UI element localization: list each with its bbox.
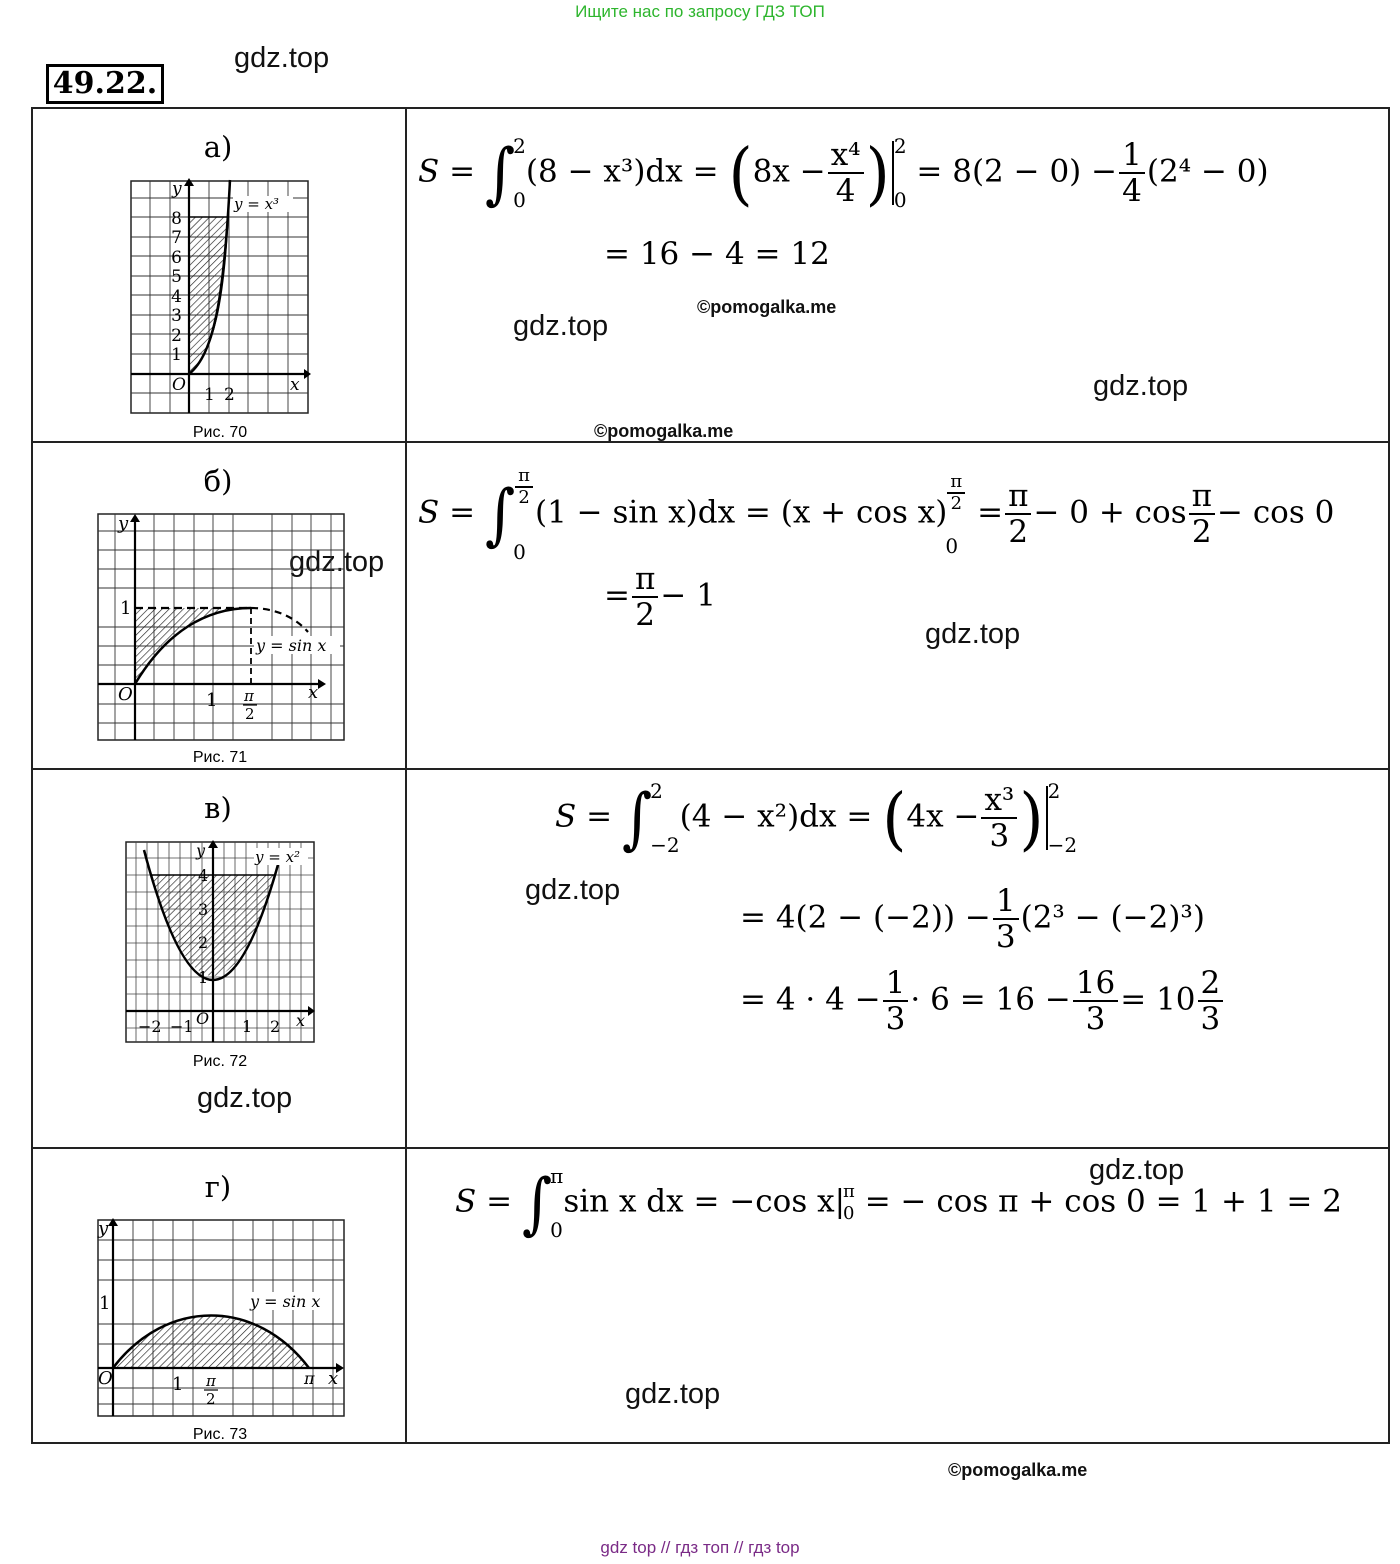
y-tick: 6 <box>171 248 182 268</box>
y-tick: 4 <box>198 866 209 885</box>
origin-label: O <box>172 375 186 395</box>
watermark: gdz.top <box>1093 370 1189 402</box>
copyright-mark: ©pomogalka.me <box>697 297 837 317</box>
watermark: gdz.top <box>513 310 609 342</box>
y-tick: 3 <box>171 306 182 326</box>
curve-label: y = x³ <box>234 195 280 213</box>
solution-b-line2: = $\frac{\pi}{2}$ − 1 <box>604 561 716 634</box>
figure-73 <box>96 1218 346 1420</box>
solution-c-line1: S = ∫ 2 −2 (4 − x²)dx = (4x − $\frac{\text{x³}}{3}$ ) 2 −2 <box>555 777 1078 859</box>
table-divider <box>405 107 407 1444</box>
y-tick: 1 <box>198 968 209 987</box>
figure-caption: Рис. 73 <box>192 1426 248 1443</box>
x-tick: 2 <box>224 385 235 405</box>
watermark: gdz.top <box>925 618 1021 650</box>
problem-number: 49.22. <box>46 64 164 104</box>
x-axis-label: x <box>328 1368 339 1389</box>
solution-b-line1: S = ∫ $\frac{\pi}{2}$ 0 (1 − sin x)dx = (x + cos x) $\frac{\pi}{2}$ 0 = $\frac{\pi}{2}$ − 0 + cos $\frac{\pi}{2}$ − cos 0 <box>418 465 1335 564</box>
y-tick: 2 <box>171 326 182 346</box>
row-divider <box>31 768 1390 770</box>
y-axis-label: y <box>172 179 182 199</box>
x-tick: 2 <box>270 1017 281 1036</box>
part-label-b: б) <box>203 464 233 498</box>
part-label-d: г) <box>204 1170 232 1204</box>
pi-denominator: 2 <box>245 705 255 723</box>
row-divider <box>31 1147 1390 1149</box>
x-axis-label: x <box>290 375 300 395</box>
copyright-mark: ©pomogalka.me <box>948 1460 1088 1480</box>
curve-label: y = sin x <box>250 1292 321 1311</box>
top-banner: Ищите нас по запросу ГДЗ ТОП <box>575 2 825 21</box>
solution-a-line1: S = ∫ 2 0 (8 − x³)dx = (8x − $\frac{\text{x⁴}}{4}$ ) 2 0 = 8(2 − 0) − $\frac{1}{4}$ (2⁴ − 0) <box>418 132 1269 214</box>
figure-70 <box>128 178 312 418</box>
origin-label: O <box>196 1009 210 1028</box>
solution-c-line3: = 4 · 4 − $\frac{1}{3}$ · 6 = 16 − $\frac{16}{3}$ = 10 $\frac{2}{3}$ <box>740 966 1225 1036</box>
y-tick: 1 <box>99 1293 111 1314</box>
pi-denominator: 2 <box>206 1390 216 1408</box>
y-tick: 8 <box>171 209 182 229</box>
origin-label: O <box>118 684 133 705</box>
figure-caption: Рис. 71 <box>192 749 248 766</box>
x-tick: 1 <box>204 385 215 405</box>
y-tick: 7 <box>171 228 182 248</box>
y-tick: 2 <box>198 933 209 952</box>
watermark: gdz.top <box>625 1378 721 1410</box>
figure-caption: Рис. 72 <box>192 1053 248 1070</box>
x-tick: 1 <box>206 690 218 711</box>
figure-71 <box>96 512 346 744</box>
watermark: gdz.top <box>289 546 385 578</box>
y-axis-label: y <box>196 841 206 860</box>
curve-label: y = x² <box>255 848 301 866</box>
y-axis-label: y <box>118 513 129 534</box>
pi-label: π <box>244 687 254 705</box>
origin-label: O <box>98 1368 113 1389</box>
pi-label: π <box>206 1372 216 1390</box>
y-tick: 3 <box>198 900 209 919</box>
watermark: gdz.top <box>525 874 621 906</box>
watermark: gdz.top <box>234 42 330 74</box>
x-tick: −2 <box>138 1017 162 1036</box>
watermark: gdz.top <box>197 1082 293 1114</box>
solution-c-line2: = 4(2 − (−2)) − $\frac{1}{3}$ (2³ − (−2)³) <box>740 883 1205 956</box>
figure-72 <box>124 840 316 1046</box>
solution-a-line2: = 16 − 4 = 12 <box>604 236 830 272</box>
figure-caption: Рис. 70 <box>192 424 248 441</box>
y-tick: 1 <box>171 345 182 365</box>
curve-label: y = sin x <box>256 636 327 655</box>
x-axis-label: x <box>296 1011 306 1030</box>
y-tick: 1 <box>120 598 132 619</box>
pi-end-label: π <box>304 1369 315 1388</box>
part-label-a: а) <box>203 130 233 164</box>
y-axis-label: y <box>98 1218 109 1239</box>
y-tick: 5 <box>171 267 182 287</box>
watermark: gdz.top <box>1089 1154 1185 1186</box>
x-tick: 1 <box>242 1017 253 1036</box>
y-tick: 4 <box>171 287 182 307</box>
x-tick: 1 <box>172 1374 184 1395</box>
x-axis-label: x <box>308 682 319 703</box>
solution-d-line1: S = ∫ π 0 sin x dx = −cos x| π 0 = − cos π + cos 0 = 1 + 1 = 2 <box>455 1163 1342 1243</box>
footer-links: gdz top // гдз топ // гдз top <box>600 1538 800 1557</box>
x-tick: −1 <box>170 1017 194 1036</box>
copyright-mark: ©pomogalka.me <box>594 421 734 441</box>
part-label-c: в) <box>204 791 232 825</box>
